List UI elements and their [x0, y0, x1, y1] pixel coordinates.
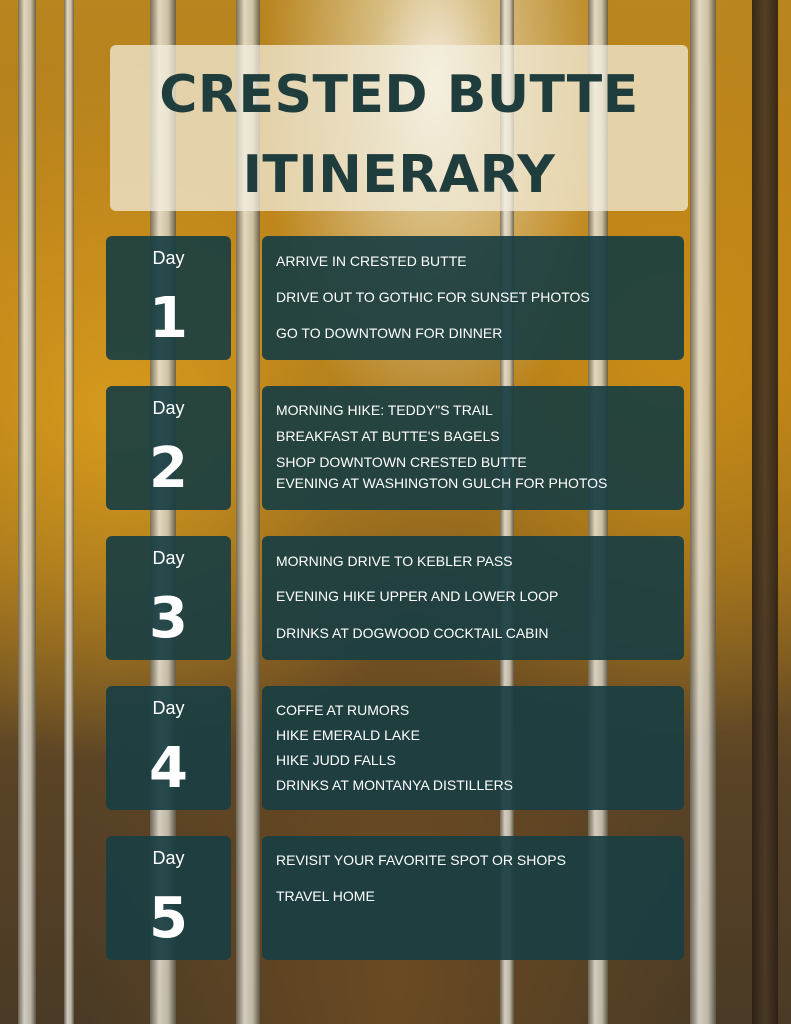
day-5-activities [262, 836, 684, 960]
day-1-activities [262, 236, 684, 360]
tree-trunk [752, 0, 778, 1024]
activity-item: DRIVE OUT TO GOTHIC FOR SUNSET PHOTOS [276, 289, 590, 305]
day-label: Day [152, 848, 185, 868]
day-number: 2 [149, 436, 188, 501]
day-2-badge [106, 386, 231, 510]
tree-trunk [18, 0, 36, 1024]
activity-item: EVENING AT WASHINGTON GULCH FOR PHOTOS [276, 475, 608, 491]
day-label: Day [152, 398, 185, 418]
day-4-activities [262, 686, 684, 810]
activity-item: COFFE AT RUMORS [276, 702, 410, 718]
day-3-badge [106, 536, 231, 660]
day-number: 5 [149, 886, 188, 951]
activity-item: REVISIT YOUR FAVORITE SPOT OR SHOPS [276, 852, 566, 868]
day-4-badge [106, 686, 231, 810]
activity-item: DRINKS AT MONTANYA DISTILLERS [276, 777, 514, 793]
day-2-activities [262, 386, 684, 510]
tree-trunk [64, 0, 74, 1024]
activity-item: BREAKFAST AT BUTTE'S BAGELS [276, 428, 500, 444]
activity-item: MORNING HIKE: TEDDY"S TRAIL [276, 402, 493, 418]
activity-item: DRINKS AT DOGWOOD COCKTAIL CABIN [276, 625, 549, 641]
activity-item: HIKE JUDD FALLS [276, 752, 396, 768]
activity-item: EVENING HIKE UPPER AND LOWER LOOP [276, 588, 559, 604]
activity-item: HIKE EMERALD LAKE [276, 727, 420, 743]
day-number: 4 [149, 736, 188, 801]
activity-item: ARRIVE IN CRESTED BUTTE [276, 253, 467, 269]
activity-item: TRAVEL HOME [276, 888, 375, 904]
day-label: Day [152, 548, 185, 568]
activity-item: GO TO DOWNTOWN FOR DINNER [276, 325, 503, 341]
day-number: 3 [149, 586, 188, 651]
tree-trunk [690, 0, 716, 1024]
page-title [110, 55, 688, 215]
activity-item: SHOP DOWNTOWN CRESTED BUTTE [276, 454, 527, 470]
day-label: Day [152, 698, 185, 718]
title-line-1: CRESTED BUTTE [159, 65, 639, 125]
day-3-activities [262, 536, 684, 660]
day-label: Day [152, 248, 185, 268]
activity-item: MORNING DRIVE TO KEBLER PASS [276, 553, 513, 569]
day-1-badge [106, 236, 231, 360]
title-line-2: ITINERARY [242, 145, 556, 205]
day-5-badge [106, 836, 231, 960]
day-number: 1 [149, 286, 188, 351]
